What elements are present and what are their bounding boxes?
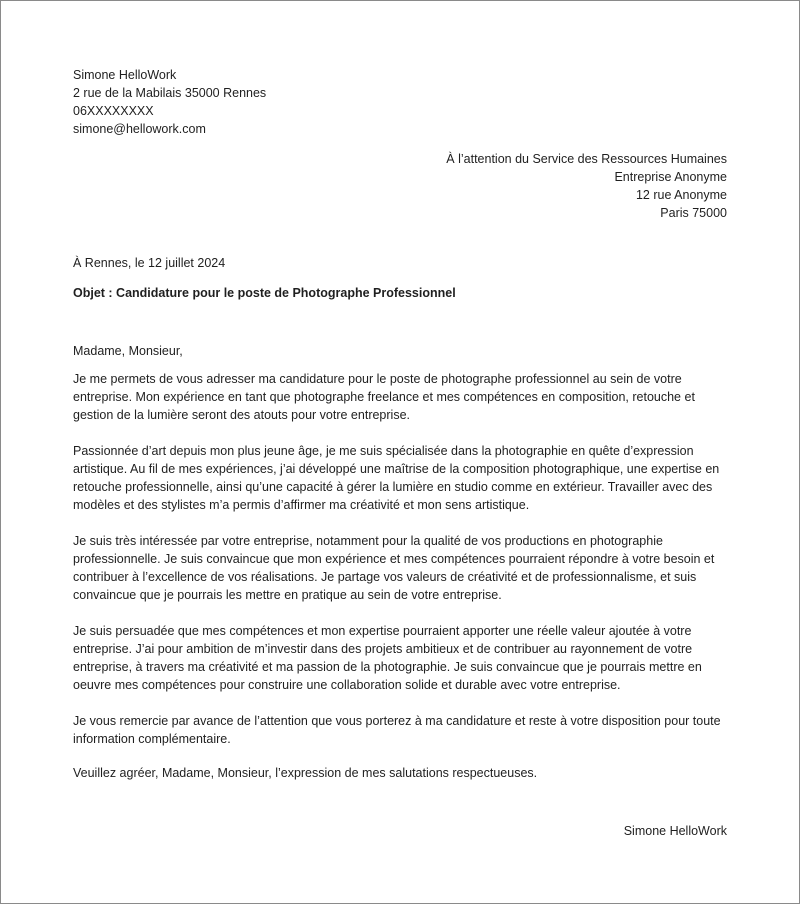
- signature: Simone HelloWork: [623, 824, 727, 838]
- sender-address: 2 rue de la Mabilais 35000 Rennes: [73, 86, 267, 100]
- recipient-street: 12 rue Anonyme: [635, 188, 727, 202]
- recipient-attention: À l’attention du Service des Ressources Humaines: [446, 152, 727, 166]
- sender-name: Simone HelloWork: [73, 68, 177, 82]
- sender-email: simone@hellowork.com: [73, 122, 206, 136]
- recipient-city: Paris 75000: [660, 206, 727, 220]
- body-paragraph: Passionnée d’art depuis mon plus jeune âge, je me suis spécialisée dans la photographie en quête d’expression artistique. Au fil de mes expériences, j’ai développé une maîtrise de la composition photographique, une expertise en retouche professionnelle, ainsi qu’une capacité à gérer la lumière en studio comme en extérieur. Travailler avec des modèles et des stylistes m’a permis d’affirmer ma créativité et mon sens artistique.: [73, 444, 720, 512]
- body-paragraph: Je suis très intéressée par votre entreprise, notamment pour la qualité de vos productions en photographie professionnelle. Je suis convaincue que mon expérience et mes compétences pourraient répondre à votre besoin et contribuer à l’excellence de vos réalisations. Je partage vos valeurs de créativité et de professionnalisme, et suis convaincue que je pourrais les mettre en pratique au sein de votre entreprise.: [73, 534, 715, 602]
- closing-formula: Veuillez agréer, Madame, Monsieur, l’expression de mes salutations respectueuses.: [73, 766, 538, 780]
- date-line: À Rennes, le 12 juillet 2024: [73, 256, 226, 270]
- sender-phone: 06XXXXXXXX: [73, 104, 154, 118]
- recipient-company: Entreprise Anonyme: [614, 170, 727, 184]
- recipient-block: [446, 150, 727, 222]
- body-paragraph: Je suis persuadée que mes compétences et mon expertise pourraient apporter une réelle valeur ajoutée à votre entreprise. J’ai pour ambition de m’investir dans des projets ambitieux et de contribuer au rayonnement de votre entreprise, à travers ma créativité et ma passion de la photographie. Je suis convaincue que je pourrais mettre en oeuvre mes compétences pour construire une collaboration solide et durable avec votre entreprise.: [73, 624, 702, 692]
- body-paragraph: Je vous remercie par avance de l’attention que vous porterez à ma candidature et reste à votre disposition pour toute information complémentaire.: [73, 714, 721, 746]
- body-paragraph: Je me permets de vous adresser ma candidature pour le poste de photographe professionnel au sein de votre entreprise. Mon expérience en tant que photographe freelance et mes compétences en composition, retouche et gestion de la lumière seront des atouts pour votre entreprise.: [73, 372, 695, 422]
- sender-block: [73, 66, 266, 138]
- subject-line: Objet : Candidature pour le poste de Photographe Professionnel: [73, 286, 456, 300]
- letter-body: [73, 342, 733, 800]
- salutation: Madame, Monsieur,: [73, 344, 183, 358]
